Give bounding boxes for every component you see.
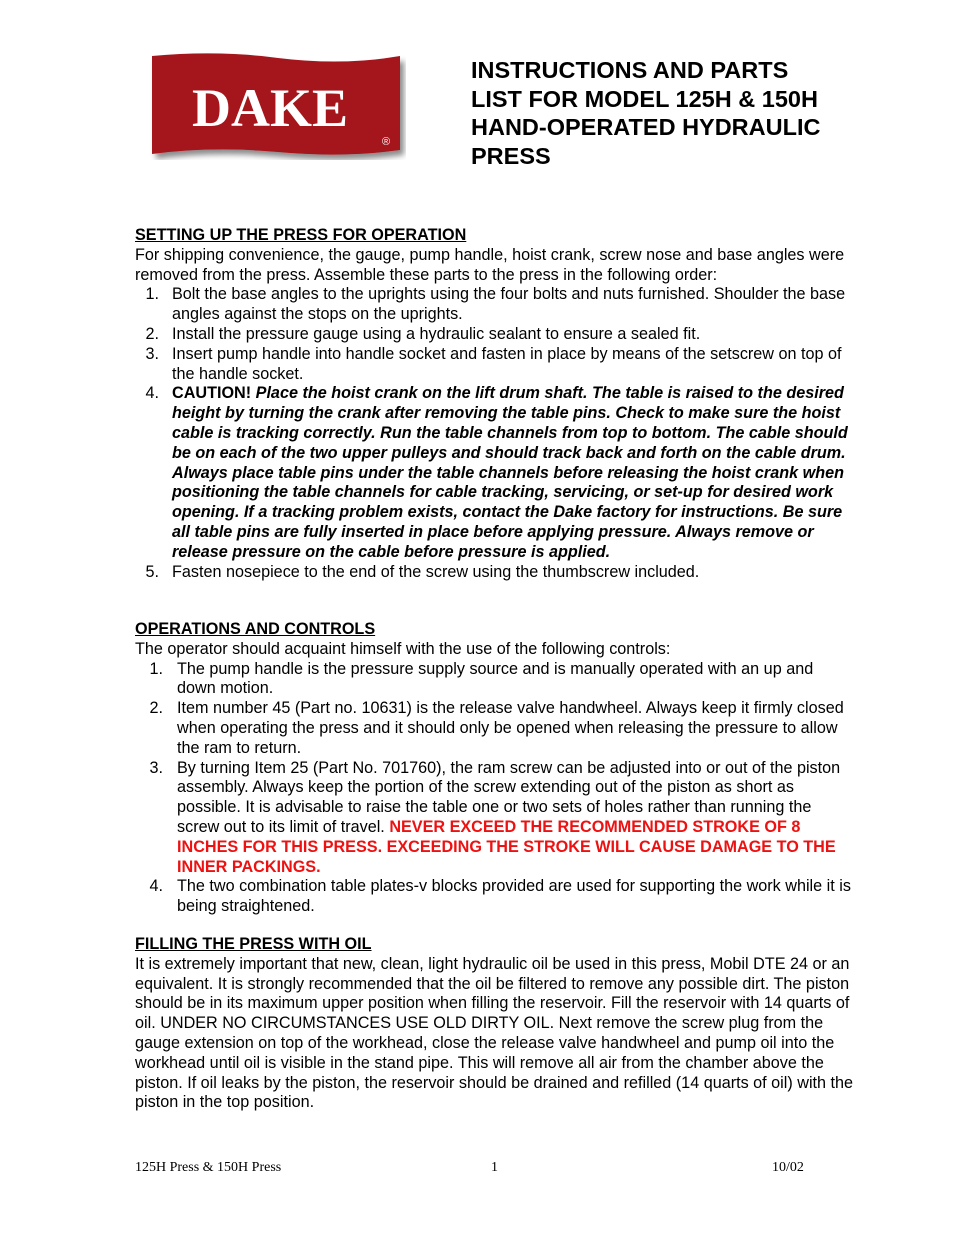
item-number: 4. xyxy=(145,384,159,403)
list-item xyxy=(135,325,855,345)
item-text: The two combination table plates-v blocks provided are used for supporting the work while it is being straightened. xyxy=(177,877,851,916)
title-line: PRESS xyxy=(471,142,551,169)
section-oil xyxy=(135,935,855,1113)
list-item xyxy=(135,345,855,385)
section-heading: FILLING THE PRESS WITH OIL xyxy=(135,935,372,953)
logo-text: DAKE xyxy=(191,78,349,138)
item-number: 2. xyxy=(149,699,163,718)
setup-steps xyxy=(135,285,855,582)
section-operations xyxy=(135,620,855,917)
item-number: 2. xyxy=(145,324,159,343)
item-text: By turning Item 25 (Part No. 701760), the ram screw can be adjusted into or out of the piston assembly. Always keep the portion of the screw extending out of the piston as short as possible. It is advisable to raise the table one or two sets of holes rather than running the screw out to its limit of travel. xyxy=(177,758,841,836)
title-line: INSTRUCTIONS AND PARTS xyxy=(471,57,789,83)
list-item xyxy=(135,285,855,325)
item-number: 1. xyxy=(145,285,159,304)
footer-page-number: 1 xyxy=(491,1160,498,1175)
footer-date: 10/02 xyxy=(772,1160,804,1175)
section-setup xyxy=(135,226,855,582)
section-heading: SETTING UP THE PRESS FOR OPERATION xyxy=(135,226,467,244)
item-number: 3. xyxy=(145,344,159,363)
item-text: Fasten nosepiece to the end of the screw using the thumbscrew included. xyxy=(172,562,700,581)
stroke-warning: NEVER EXCEED THE RECOMMENDED STROKE OF 8 INCHES FOR THIS PRESS. EXCEEDING THE STROKE WILL CAUSE DAMAGE TO THE INNER PACKINGS. xyxy=(177,817,836,876)
item-number: 4. xyxy=(149,877,163,896)
title-line: HAND-OPERATED HYDRAULIC xyxy=(471,114,821,140)
item-number: 3. xyxy=(149,758,163,777)
section-body: It is extremely important that new, clean, light hydraulic oil be used in this press, Mobil DTE 24 or an equivalent. It is strongly recommended that the oil be filtered to remove any possible dirt. The piston should be in its maximum upper position when filling the reservoir. Fill the reservoir with 14 quarts of oil. UNDER NO CIRCUMSTANCES USE OLD DIRTY OIL. Next remove the screw plug from the gauge extension on top of the workhead, close the release valve handwheel and pump oil into the workhead until oil is visible in the stand pipe. This will remove all air from the chamber above the piston. If oil leaks by the piston, the reservoir should be drained and refilled (14 quarts of oil) with the piston in the top position. xyxy=(135,954,854,1112)
footer-title: 125H Press & 150H Press xyxy=(135,1160,282,1175)
section-heading: OPERATIONS AND CONTROLS xyxy=(135,620,376,638)
item-text: The pump handle is the pressure supply source and is manually operated with an up and down motion. xyxy=(177,659,814,698)
list-item xyxy=(135,563,855,583)
document-title xyxy=(471,56,911,170)
item-text: Item number 45 (Part no. 10631) is the release valve handwheel. Always keep it firmly closed when operating the press and it should only be opened when releasing the pressure to allow the ram to return. xyxy=(177,699,844,757)
item-number: 5. xyxy=(145,562,159,581)
dake-logo xyxy=(148,52,406,160)
caution-label: CAUTION! xyxy=(172,384,252,403)
list-item xyxy=(135,660,855,700)
item-text: Insert pump handle into handle socket and fasten in place by means of the setscrew on top of the handle socket. xyxy=(172,344,842,383)
title-line: LIST FOR MODEL 125H & 150H xyxy=(471,85,818,112)
caution-text: Place the hoist crank on the lift drum shaft. The table is raised to the desired height by turning the crank after removing the table pins. Check to make sure the hoist cable is tracking correctly. Run the table channels from top to bottom. The cable should be on each of the two upper pulleys and should track back and forth on the cable drum. Always place table pins under the table channels before releasing the hoist crank when positioning the table channels for cable tracking, servicing, or set-up for desired work opening. If a tracking problem exists, contact the Dake factory for instructions. Be sure all table pins are fully inserted in place before applying pressure. Always remove or release pressure on the cable before pressure is applied. xyxy=(172,384,848,561)
logo-registered-mark: ® xyxy=(382,136,391,148)
item-text: Install the pressure gauge using a hydraulic sealant to ensure a sealed fit. xyxy=(172,324,701,343)
list-item xyxy=(135,699,855,758)
list-item xyxy=(135,759,855,878)
list-item xyxy=(135,877,855,917)
item-text: Bolt the base angles to the uprights using the four bolts and nuts furnished. Shoulder the base angles against the stops on the uprights. xyxy=(172,285,846,324)
list-item xyxy=(135,384,855,562)
item-number: 1. xyxy=(149,659,163,678)
section-intro: For shipping convenience, the gauge, pump handle, hoist crank, screw nose and base angles were removed from the press. Assemble these parts to the press in the following order: xyxy=(135,245,845,284)
section-intro: The operator should acquaint himself with the use of the following controls: xyxy=(135,639,671,658)
operation-controls xyxy=(135,660,855,917)
